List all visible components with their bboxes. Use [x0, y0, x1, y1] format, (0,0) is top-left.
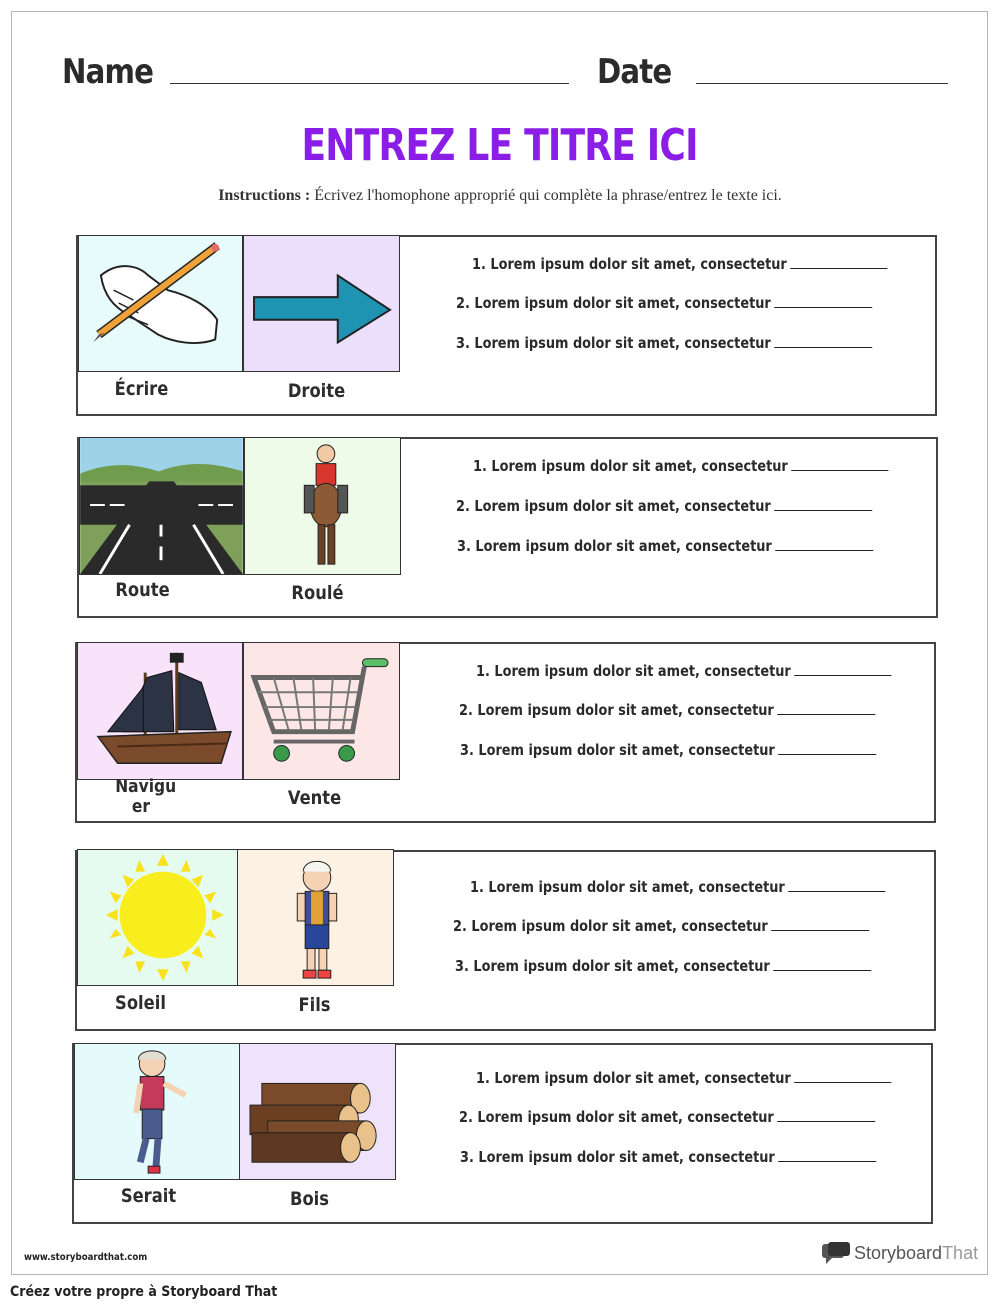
date-line: [696, 83, 948, 84]
sentence-3: [456, 334, 872, 352]
worksheet-title: [0, 120, 1000, 171]
boy-icon: [237, 849, 394, 986]
sentence-text: 2. Lorem ipsum dolor sit amet, consectetur: [459, 701, 774, 719]
word-naviguer-text: Navigu er: [115, 776, 177, 817]
sentence-1: [472, 255, 887, 273]
word-route: Route: [115, 579, 170, 601]
road-crossing-icon: [79, 437, 244, 575]
sun-icon: [77, 849, 238, 986]
sentence-text: 3. Lorem ipsum dolor sit amet, consectetur: [455, 957, 770, 975]
word-vente: Vente: [287, 787, 342, 809]
word-fils: Fils: [298, 994, 331, 1016]
logs-icon: [239, 1043, 396, 1180]
site-url[interactable]: www.storyboardthat.com: [24, 1252, 148, 1263]
sentence-text: 3. Lorem ipsum dolor sit amet, consectetur: [457, 537, 772, 555]
instructions: [0, 187, 1000, 205]
answer-blank[interactable]: [773, 957, 871, 971]
brand-part2: That: [942, 1242, 979, 1263]
answer-blank[interactable]: [774, 294, 872, 308]
sentence-text: 3. Lorem ipsum dolor sit amet, consectetur: [456, 334, 771, 352]
shopping-cart-icon: [243, 642, 400, 780]
sentence-2: [459, 1108, 875, 1126]
answer-blank[interactable]: [794, 1069, 891, 1083]
sentence-text: 3. Lorem ipsum dolor sit amet, consectetur: [460, 1148, 775, 1166]
answer-blank[interactable]: [778, 741, 876, 755]
sentence-text: 1. Lorem ipsum dolor sit amet, consectetur: [472, 255, 787, 273]
girl-icon: [74, 1043, 240, 1180]
word-droite: Droite: [287, 380, 346, 402]
word-soleil: Soleil: [115, 992, 166, 1014]
answer-blank[interactable]: [774, 334, 872, 348]
footer-credit[interactable]: Créez votre propre à Storyboard That: [10, 1284, 278, 1300]
title-text: ENTREZ LE TITRE ICI: [301, 120, 699, 171]
word-serait: Serait: [120, 1185, 177, 1207]
brand-part1: Storyboard: [854, 1242, 943, 1263]
sentence-text: 1. Lorem ipsum dolor sit amet, consectetur: [470, 878, 785, 896]
answer-blank[interactable]: [794, 662, 891, 676]
sentence-1: [470, 878, 885, 896]
sentence-3: [455, 957, 871, 975]
sentence-text: 2. Lorem ipsum dolor sit amet, consectetur: [456, 294, 771, 312]
sentence-2: [453, 917, 869, 935]
pirate-ship-icon: [77, 642, 243, 780]
sentence-text: 1. Lorem ipsum dolor sit amet, consectetur: [473, 457, 788, 475]
word-roule: Roulé: [291, 582, 344, 604]
word-naviguer: [90, 777, 191, 817]
answer-blank[interactable]: [775, 537, 873, 551]
answer-blank[interactable]: [771, 917, 869, 931]
word-ecrire: Écrire: [114, 378, 169, 400]
name-line: [170, 83, 569, 84]
sentence-3: [457, 537, 873, 555]
instructions-label: Instructions :: [218, 187, 311, 204]
word-bois: Bois: [289, 1188, 329, 1210]
sentence-1: [473, 457, 888, 475]
sentence-text: 1. Lorem ipsum dolor sit amet, consectetur: [476, 662, 791, 680]
answer-blank[interactable]: [790, 255, 887, 269]
instructions-text: Écrivez l'homophone approprié qui complète la phrase/entrez le texte ici.: [310, 187, 782, 204]
answer-blank[interactable]: [788, 878, 885, 892]
sentence-2: [459, 701, 875, 719]
sentence-text: 2. Lorem ipsum dolor sit amet, consectetur: [459, 1108, 774, 1126]
storyboardthat-logo[interactable]: [822, 1240, 978, 1266]
date-label: Date: [597, 52, 672, 92]
sentence-3: [460, 1148, 876, 1166]
sentence-text: 1. Lorem ipsum dolor sit amet, consectetur: [476, 1069, 791, 1087]
sentence-text: 3. Lorem ipsum dolor sit amet, consectetur: [460, 741, 775, 759]
name-label: Name: [62, 52, 154, 92]
sentence-2: [456, 497, 872, 515]
sentence-text: 2. Lorem ipsum dolor sit amet, consectetur: [453, 917, 768, 935]
horse-rider-icon: [244, 437, 401, 575]
sentence-1: [476, 662, 891, 680]
sentence-3: [460, 741, 876, 759]
answer-blank[interactable]: [777, 701, 875, 715]
answer-blank[interactable]: [791, 457, 888, 471]
hand-writing-pencil-icon: [78, 235, 243, 372]
answer-blank[interactable]: [778, 1148, 876, 1162]
sentence-2: [456, 294, 872, 312]
brand-text: [854, 1243, 978, 1264]
answer-blank[interactable]: [777, 1108, 875, 1122]
right-arrow-icon: [243, 235, 400, 372]
sentence-1: [476, 1069, 891, 1087]
speech-bubble-icon: [822, 1242, 850, 1264]
answer-blank[interactable]: [774, 497, 872, 511]
sentence-text: 2. Lorem ipsum dolor sit amet, consectetur: [456, 497, 771, 515]
